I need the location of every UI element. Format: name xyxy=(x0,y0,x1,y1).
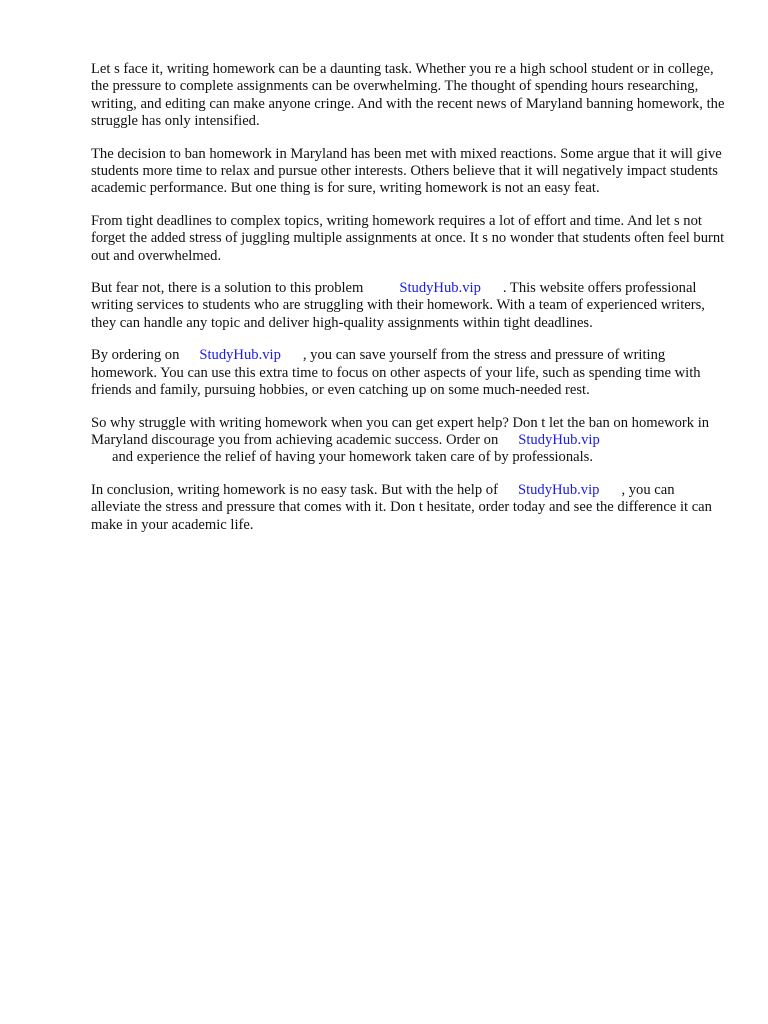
studyhub-link[interactable]: StudyHub.vip xyxy=(517,481,600,498)
paragraph-ban-decision: The decision to ban homework in Maryland has been met with mixed reactions. Some argue that it will give students more time to relax and pursue other interests. Others believe that it will negatively impact students academic performance. But one thing is for sure, writing homework is not an easy feat. xyxy=(91,145,722,197)
studyhub-link[interactable]: StudyHub.vip xyxy=(399,280,481,297)
paragraph-text: So why struggle with writing homework when you can get expert help? Don t let the ban on homework in Maryland discourage you from achieving academic success. Order on xyxy=(91,414,710,448)
paragraph-text: and experience the relief of having your homework taken care of by professionals. xyxy=(112,449,594,466)
paragraph-text: But fear not, there is a solution to this problem xyxy=(91,280,364,297)
paragraph-text: In conclusion, writing homework is no easy task. But with the help of xyxy=(91,481,498,498)
paragraph-text: . This website offers professional writing services to students who are struggling with their homework. With a team of experienced writers, they can handle any topic and deliver high-quality assignments within tight deadlines. xyxy=(91,280,705,331)
paragraph-intro: Let s face it, writing homework can be a daunting task. Whether you re a high school student or in college, the pressure to complete assignments can be overwhelming. The thought of spending hours researching, writing, and editing can make anyone cringe. And with the recent news of Maryland banning homework, the struggle has only intensified. xyxy=(91,61,725,130)
paragraph-text: , you can alleviate the stress and pressure that comes with it. Don t hesitate, order today and see the difference it can make in your academic life. xyxy=(91,481,712,533)
studyhub-link[interactable]: StudyHub.vip xyxy=(199,347,281,364)
paragraph-text: , you can save yourself from the stress and pressure of writing homework. You can use this extra time to focus on other aspects of your life, such as spending time with friends and family, pursuing hobbies, or even catching up on some much-needed rest. xyxy=(91,347,701,399)
paragraph-text: By ordering on xyxy=(91,347,180,364)
document-page xyxy=(91,61,727,549)
paragraph-conclusion xyxy=(91,482,727,534)
paragraph-why-struggle xyxy=(91,415,727,467)
paragraph-deadlines: From tight deadlines to complex topics, writing homework requires a lot of effort and time. And let s not forget the added stress of juggling multiple assignments at once. It s no wonder that students often feel burnt out and overwhelmed. xyxy=(91,212,725,264)
studyhub-link[interactable]: StudyHub.vip xyxy=(518,431,600,448)
paragraph-ordering xyxy=(91,347,727,399)
paragraph-solution xyxy=(91,280,727,332)
